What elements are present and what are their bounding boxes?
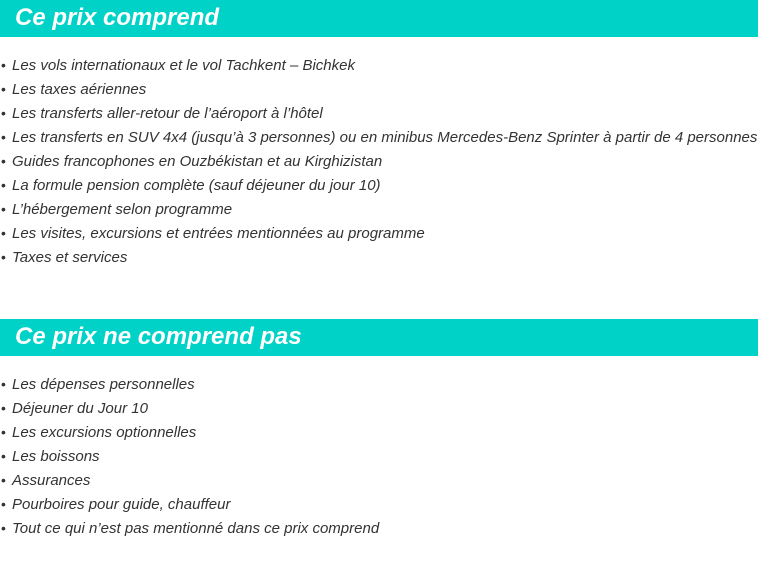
list-item-text: Les transferts en SUV 4x4 (jusqu’à 3 personnes) ou en minibus Mercedes-Benz Sprinter à partir de 4 personnes bbox=[12, 129, 758, 146]
list-item-text: Les taxes aériennes bbox=[12, 81, 147, 98]
list-item-text: Les visites, excursions et entrées mentionnées au programme bbox=[12, 225, 425, 242]
list-item-text: Les boissons bbox=[12, 448, 100, 465]
bullet-icon: • bbox=[1, 472, 6, 488]
excluded-section-title: Ce prix ne comprend pas bbox=[15, 323, 302, 350]
list-item bbox=[0, 396, 379, 420]
excluded-section-header bbox=[0, 319, 758, 356]
list-item-text: La formule pension complète (sauf déjeuner du jour 10) bbox=[12, 177, 381, 194]
list-item bbox=[0, 149, 757, 173]
list-item-text: Guides francophones en Ouzbékistan et au Kirghizistan bbox=[12, 153, 383, 170]
bullet-icon: • bbox=[1, 249, 6, 265]
list-item-text: Les excursions optionnelles bbox=[12, 424, 197, 441]
list-item bbox=[0, 420, 379, 444]
bullet-icon: • bbox=[1, 201, 6, 217]
bullet-icon: • bbox=[1, 376, 6, 392]
list-item bbox=[0, 101, 757, 125]
list-item-text: Les transferts aller-retour de l’aéroport à l’hôtel bbox=[12, 105, 323, 122]
included-section-title: Ce prix comprend bbox=[15, 4, 220, 31]
bullet-icon: • bbox=[1, 496, 6, 512]
list-item-text: Les vols internationaux et le vol Tachkent – Bichkek bbox=[12, 57, 355, 74]
bullet-icon: • bbox=[1, 153, 6, 169]
list-item-text: Taxes et services bbox=[12, 249, 128, 266]
list-item-text: L’hébergement selon programme bbox=[12, 201, 233, 218]
list-item bbox=[0, 173, 757, 197]
list-item bbox=[0, 77, 757, 101]
list-item bbox=[0, 492, 379, 516]
list-item bbox=[0, 53, 757, 77]
included-list bbox=[0, 53, 757, 269]
list-item-text: Les dépenses personnelles bbox=[12, 376, 195, 393]
list-item bbox=[0, 516, 379, 540]
list-item bbox=[0, 245, 757, 269]
bullet-icon: • bbox=[1, 225, 6, 241]
list-item bbox=[0, 221, 757, 245]
list-item-text: Tout ce qui n’est pas mentionné dans ce prix comprend bbox=[12, 520, 380, 537]
list-item-text: Déjeuner du Jour 10 bbox=[12, 400, 148, 417]
bullet-icon: • bbox=[1, 129, 6, 145]
list-item bbox=[0, 197, 757, 221]
bullet-icon: • bbox=[1, 424, 6, 440]
list-item bbox=[0, 468, 379, 492]
list-item bbox=[0, 125, 757, 149]
bullet-icon: • bbox=[1, 57, 6, 73]
list-item bbox=[0, 444, 379, 468]
bullet-icon: • bbox=[1, 448, 6, 464]
excluded-list bbox=[0, 372, 379, 540]
bullet-icon: • bbox=[1, 520, 6, 536]
bullet-icon: • bbox=[1, 81, 6, 97]
bullet-icon: • bbox=[1, 400, 6, 416]
bullet-icon: • bbox=[1, 105, 6, 121]
included-section-header bbox=[0, 0, 758, 37]
list-item bbox=[0, 372, 379, 396]
bullet-icon: • bbox=[1, 177, 6, 193]
list-item-text: Pourboires pour guide, chauffeur bbox=[12, 496, 231, 513]
list-item-text: Assurances bbox=[12, 472, 91, 489]
